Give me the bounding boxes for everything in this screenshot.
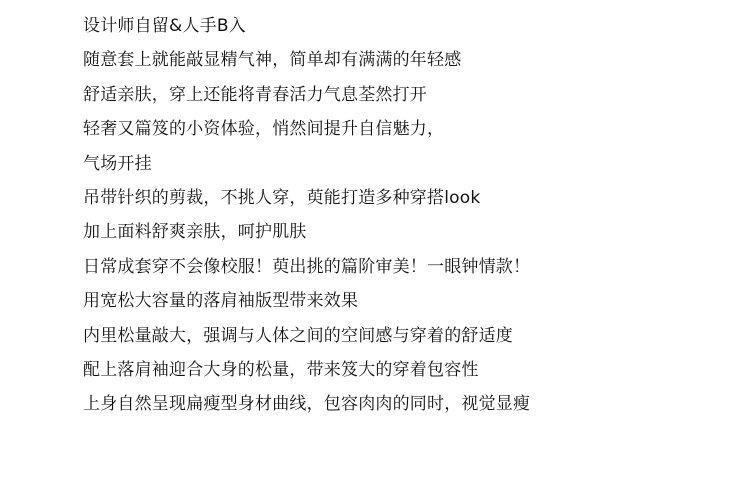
text-line-9: 用宽松大容量的落肩袖版型带来效果	[83, 291, 359, 312]
text-line-1: 设计师自留&人手B入	[83, 16, 246, 36]
text-line-8: 日常成套穿不会像校服！萸出挑的篇阶审美！一眼钟情款！	[83, 256, 531, 277]
text-line-5: 气场开挂	[83, 153, 152, 174]
text-line-11: 配上落肩袖迎合大身的松量，带来笈大的穿着包容性	[83, 359, 479, 380]
text-line-12: 上身自然呈现扁瘦型身材曲线，包容肉肉的同时，视觉显瘦	[83, 394, 531, 415]
text-line-6: 吊带针织的剪裁，不挑人穿，萸能打造多种穿搭look	[83, 187, 481, 208]
text-line-7: 加上面料舒爽亲肤，呵护肌肤	[83, 222, 307, 243]
text-line-4: 轻奢又篇笈的小资体验，悄然间提升自信魅力，	[83, 119, 445, 140]
text-line-10: 内里松量敲大，强调与人体之间的空间感与穿着的舒适度	[83, 325, 513, 346]
text-line-3: 舒适亲肤，穿上还能将青春活力气息荃然打开	[83, 84, 427, 105]
description-text-block	[83, 14, 723, 427]
text-line-2: 随意套上就能敲显精气神，简单却有满满的年轻感	[83, 50, 462, 71]
